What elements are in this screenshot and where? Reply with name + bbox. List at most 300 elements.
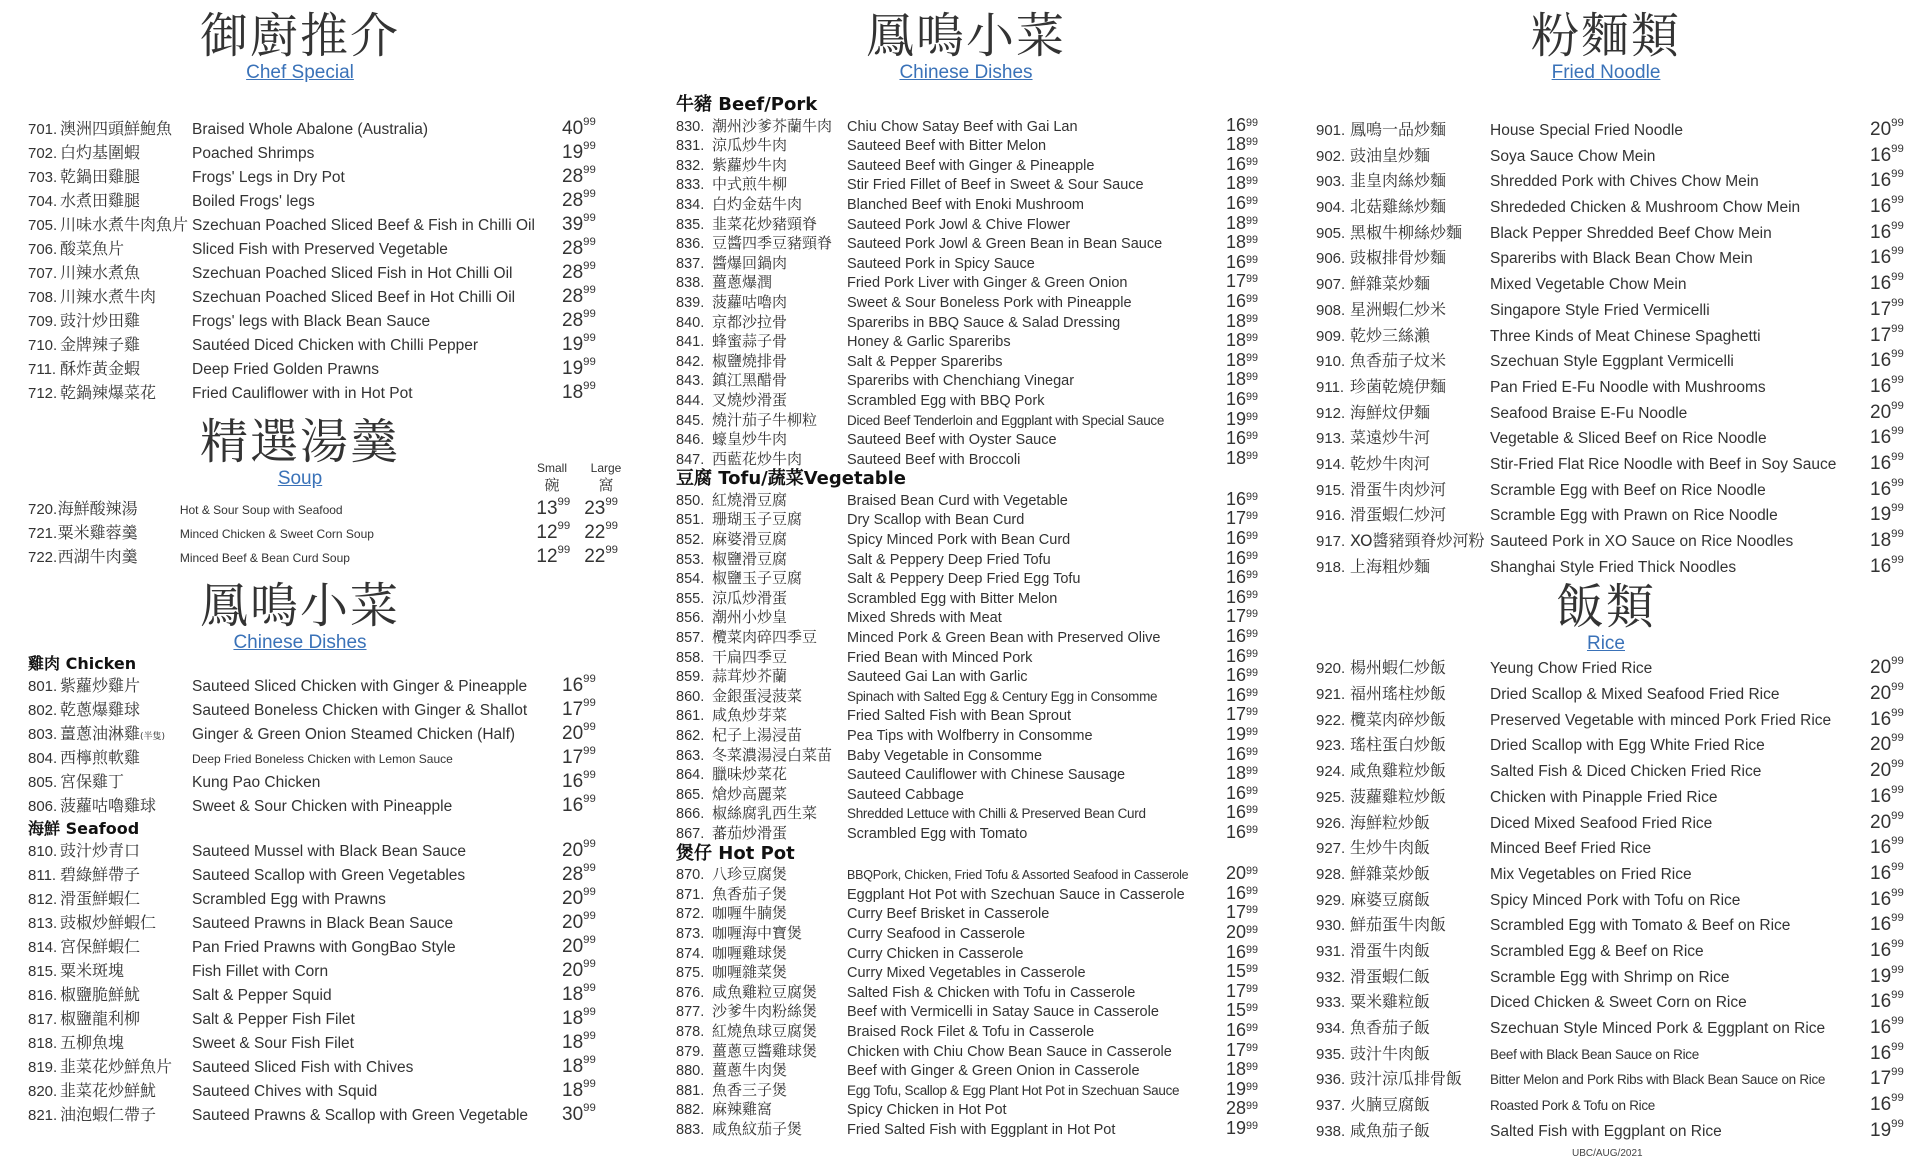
menu-item <box>676 1001 1266 1021</box>
menu-item <box>676 410 1266 430</box>
item-name-cn <box>60 1030 192 1053</box>
item-price-cents: 99 <box>583 745 596 758</box>
item-name-cn-text: 魚香三子煲 <box>712 1080 788 1099</box>
item-price-cents: 99 <box>583 697 596 710</box>
menu-item <box>676 155 1266 175</box>
item-name-en: Diced Mixed Seafood Fried Rice <box>1490 814 1713 832</box>
item-name-cn <box>60 188 192 211</box>
item-price-dollars: 16 <box>1226 684 1247 705</box>
item-price-cents: 99 <box>583 140 596 152</box>
item-price-cents: 99 <box>1891 142 1904 155</box>
item-price-dollars: 16 <box>1226 251 1247 272</box>
item-price <box>1226 1060 1262 1080</box>
item-price-dollars: 18 <box>1226 447 1247 468</box>
menu-item <box>28 544 618 568</box>
item-price-dollars: 16 <box>1226 941 1247 962</box>
item-name-en: Szechuan Poached Sliced Beef & Fish in Chilli Oil <box>192 217 535 234</box>
item-name-cn-text: 豉油皇炒麵 <box>1350 145 1431 165</box>
item-name-en: Beef with Black Bean Sauce on Rice <box>1490 1046 1699 1062</box>
large-en: Large <box>590 461 622 475</box>
menu-item <box>676 292 1266 312</box>
item-price-cents: 99 <box>1246 410 1259 423</box>
item-name-cn <box>60 769 192 792</box>
item-price-dollars: 16 <box>1226 882 1247 903</box>
item-price <box>562 771 596 793</box>
soup-size-header <box>28 460 622 496</box>
item-name-en: Frogs' legs with Black Bean Sauce <box>192 313 431 330</box>
item-number: 933. <box>1316 994 1346 1012</box>
item-price-dollars: 16 <box>1226 153 1247 174</box>
item-number: 901. <box>1316 122 1346 139</box>
item-number: 932. <box>1316 968 1346 986</box>
item-price <box>1226 410 1262 430</box>
item-name-en: Salt & Pepper Squid <box>192 987 332 1005</box>
item-price-cents: 99 <box>1891 706 1904 719</box>
menu-item <box>1316 937 1904 964</box>
menu-item <box>28 332 618 356</box>
item-price-cents: 99 <box>1891 860 1904 873</box>
item-price <box>1226 214 1262 234</box>
menu-item <box>676 194 1266 214</box>
item-price-cents: 99 <box>583 380 596 392</box>
item-number: 814. <box>28 939 58 957</box>
item-price-dollars: 18 <box>1226 349 1247 370</box>
item-name-cn <box>1350 1092 1490 1115</box>
item-number: 820. <box>28 1083 58 1101</box>
menu-item <box>1316 1092 1904 1118</box>
item-number: 836. <box>676 236 705 253</box>
item-name-en: Sweet & Sour Chicken with Pineapple <box>192 798 453 816</box>
item-name-cn <box>712 371 847 391</box>
item-price <box>1226 705 1262 725</box>
item-price-dollars: 17 <box>1226 1039 1247 1060</box>
item-price-cents: 99 <box>1246 865 1259 878</box>
chinese-dishes-mid-title-cn: 鳳鳴小菜 <box>865 8 1066 64</box>
menu-item <box>676 272 1266 292</box>
item-price-dollars: 18 <box>562 1080 584 1102</box>
item-price-cents: 99 <box>1246 430 1259 443</box>
item-price <box>1226 549 1262 569</box>
left-column <box>28 0 622 1126</box>
item-price <box>1870 1117 1904 1142</box>
item-name-cn <box>1350 989 1490 1012</box>
item-price <box>1870 1092 1904 1116</box>
item-name-cn <box>1350 502 1490 525</box>
item-price <box>1870 271 1904 295</box>
item-number: 920. <box>1316 660 1346 678</box>
menu-item <box>28 520 618 544</box>
menu-item <box>28 212 618 236</box>
item-number: 917. <box>1316 533 1346 550</box>
item-number: 841. <box>676 334 705 351</box>
item-price-cents: 99 <box>1891 168 1904 181</box>
menu-item <box>28 116 618 140</box>
item-name-en: Szechuan Poached Sliced Beef in Hot Chilli Oil <box>192 289 516 306</box>
item-name-cn <box>60 332 192 355</box>
item-name-en: Minced Beef Fried Rice <box>1490 840 1652 858</box>
item-price-cents: 99 <box>1891 835 1904 848</box>
item-name-cn-text: 沙爹牛肉粉絲煲 <box>712 1002 818 1021</box>
item-name-cn <box>60 1078 192 1101</box>
item-price-cents: 99 <box>583 1054 596 1067</box>
item-name-en: Shredded Pork with Chives Chow Mein <box>1490 173 1759 191</box>
item-number: 929. <box>1316 891 1346 909</box>
item-price <box>1226 429 1262 449</box>
item-price-cents: 99 <box>1246 1041 1259 1054</box>
item-name-cn-text: 西湖牛肉羹 <box>57 547 138 566</box>
menu-item <box>676 214 1266 234</box>
item-name-cn <box>712 332 847 352</box>
item-price-dollars: 17 <box>1226 902 1247 923</box>
item-name-cn <box>712 824 847 844</box>
item-name-cn-text: 紅燒滑豆腐 <box>712 490 788 509</box>
item-name-cn-text: 川味水煮牛肉魚片 <box>60 215 189 234</box>
item-name-cn <box>712 963 847 983</box>
right-column <box>1316 0 1904 1143</box>
item-price <box>562 382 596 404</box>
chinese-dishes-left-header <box>8 578 592 653</box>
item-name-cn-text: 水煮田雞腿 <box>60 191 141 210</box>
item-price-cents: 99 <box>1246 1002 1259 1015</box>
item-note: (半隻) <box>140 732 166 743</box>
item-price-cents: 99 <box>1891 1066 1904 1079</box>
item-name-cn <box>1350 323 1490 346</box>
menu-item <box>28 721 618 745</box>
item-name-cn <box>1350 220 1490 243</box>
item-name-cn-text: 咸魚雞粒炒飯 <box>1350 761 1447 781</box>
item-name-cn-text: 韭菜花炒鮮魚片 <box>60 1057 173 1077</box>
menu-item <box>676 903 1266 923</box>
item-name-en: Seafood Braise E-Fu Noodle <box>1490 404 1688 422</box>
menu-item <box>676 429 1266 449</box>
menu-item <box>28 697 618 721</box>
menu-item <box>28 188 618 212</box>
item-name-en: Ginger & Green Onion Steamed Chicken (Half) <box>192 726 516 744</box>
item-price-cents: 99 <box>1246 667 1259 680</box>
item-price-dollars: 20 <box>1870 657 1892 679</box>
item-price-dollars: 20 <box>562 912 584 934</box>
item-name-en: Curry Seafood in Casserole <box>847 925 1026 942</box>
item-price <box>1226 116 1262 136</box>
item-name-en: Scramble Egg with Beef on Rice Noodle <box>1490 481 1766 499</box>
item-name-cn <box>712 924 847 944</box>
item-name-en: Sauteed Gai Lan with Garlic <box>847 669 1028 686</box>
item-price <box>562 118 596 140</box>
item-name-en: Mix Vegetables on Fried Rice <box>1490 865 1692 883</box>
item-price <box>1226 135 1262 155</box>
item-number: 857. <box>676 630 705 647</box>
item-name-cn <box>712 136 847 156</box>
menu-item <box>1316 1015 1904 1041</box>
item-name-en: Salted Fish & Diced Chicken Fried Rice <box>1490 763 1762 781</box>
item-name-cn-text: 金銀蛋浸菠菜 <box>712 686 803 705</box>
item-price <box>1870 681 1904 705</box>
item-number: 704. <box>28 193 58 210</box>
menu-item <box>676 1080 1266 1100</box>
item-number: 912. <box>1316 404 1346 422</box>
menu-item <box>676 1060 1266 1080</box>
item-name-en: Honey & Garlic Spareribs <box>847 334 1011 351</box>
footer-code: UBC/AUG/2021 <box>1572 1148 1643 1159</box>
item-number: 875. <box>676 965 705 982</box>
item-price-dollars: 17 <box>1870 324 1892 346</box>
item-name-cn-text: 韭菜花炒鮮魷 <box>60 1081 157 1101</box>
item-name-cn <box>60 212 192 235</box>
item-price-dollars: 16 <box>1870 1042 1892 1064</box>
item-number: 931. <box>1316 942 1346 960</box>
item-name-en: Sauteed Sliced Chicken with Ginger & Pineapple <box>192 678 528 696</box>
item-price-dollars: 17 <box>562 699 584 721</box>
item-price <box>1226 686 1262 706</box>
menu-item <box>676 174 1266 194</box>
item-name-cn <box>712 648 847 668</box>
item-name-cn <box>1350 758 1490 781</box>
item-price-dollars: 28 <box>562 190 584 211</box>
small-price-dollars: 12 <box>536 546 558 567</box>
item-name-cn <box>712 944 847 964</box>
item-name-en: Fried Cauliflower with in Hot Pot <box>192 385 413 402</box>
menu-item <box>28 745 618 769</box>
item-number: 921. <box>1316 686 1346 704</box>
item-name-cn <box>712 765 847 785</box>
item-price-dollars: 15 <box>1226 1000 1247 1021</box>
item-price <box>562 262 596 284</box>
item-price-cents: 99 <box>1246 312 1259 325</box>
item-number: 705. <box>28 217 58 234</box>
item-price <box>1226 607 1262 627</box>
item-name-cn-text: 欖菜肉碎炒飯 <box>1350 709 1447 729</box>
item-name-cn-text: 豉汁炒田雞 <box>60 311 141 330</box>
item-name-cn <box>1350 374 1490 397</box>
item-name-cn <box>60 934 192 957</box>
item-price <box>1870 348 1904 372</box>
item-name-cn <box>1350 400 1490 423</box>
item-number: 839. <box>676 294 705 311</box>
item-price <box>1226 764 1262 784</box>
item-price <box>1226 490 1262 510</box>
item-price-cents: 99 <box>1891 399 1904 412</box>
item-name-en: Fried Salted Fish with Bean Sprout <box>847 708 1072 725</box>
item-name-cn <box>60 380 192 403</box>
item-number: 850. <box>676 492 705 509</box>
item-name-cn <box>712 550 847 570</box>
item-name-cn-text: 鮮雜菜炒飯 <box>1350 863 1431 883</box>
item-price <box>562 142 596 164</box>
item-name-cn <box>60 1006 192 1029</box>
tofu-vegetable-list <box>676 490 1266 843</box>
item-price <box>1226 1021 1262 1041</box>
menu-item <box>28 793 618 817</box>
item-name-cn <box>712 234 847 254</box>
item-price-dollars: 16 <box>1870 888 1892 910</box>
item-price-dollars: 18 <box>562 1056 584 1078</box>
item-price-cents: 99 <box>1246 588 1259 601</box>
rice-title-cn: 飯類 <box>1555 579 1656 636</box>
item-number: 867. <box>676 825 705 842</box>
menu-item <box>28 769 618 793</box>
small-price-dollars: 12 <box>536 522 558 543</box>
item-price <box>562 1104 596 1126</box>
item-price-cents: 99 <box>583 838 596 851</box>
item-price <box>562 795 596 817</box>
menu-item <box>1316 450 1904 477</box>
item-name-cn-text: 冬菜濃湯浸白菜苗 <box>712 745 833 764</box>
chicken-category: 雞肉 Chicken <box>28 654 137 673</box>
item-number: 918. <box>1316 558 1346 576</box>
item-price-cents: 99 <box>1891 219 1904 232</box>
item-price-cents: 99 <box>1246 982 1259 995</box>
item-number: 802. <box>28 702 58 720</box>
item-price-dollars: 16 <box>1870 350 1892 372</box>
item-price-dollars: 18 <box>1226 763 1247 784</box>
chef-special-title-en: Chef Special <box>246 62 354 83</box>
item-price-cents: 99 <box>1891 732 1904 745</box>
item-price-dollars: 16 <box>1226 665 1247 686</box>
item-name-en: Szechuan Style Eggplant Vermicelli <box>1490 353 1734 371</box>
small-price <box>536 546 570 568</box>
menu-item <box>1316 142 1904 169</box>
item-name-en: Dry Scallop with Bean Curd <box>847 512 1025 529</box>
menu-item <box>1316 1066 1904 1092</box>
item-price <box>1226 884 1262 904</box>
item-name-cn <box>60 982 192 1005</box>
item-number: 721. <box>28 525 58 542</box>
item-price <box>1226 194 1262 214</box>
item-name-cn <box>712 510 847 530</box>
item-price-dollars: 16 <box>1870 247 1892 269</box>
item-price-dollars: 17 <box>1870 298 1892 320</box>
item-price-cents: 99 <box>583 982 596 995</box>
item-price-cents: 99 <box>1246 136 1259 149</box>
item-name-en: Scrambled Egg with Tomato <box>847 825 1028 842</box>
item-price-dollars: 28 <box>562 262 584 283</box>
item-number: 821. <box>28 1107 58 1125</box>
item-price <box>1870 194 1904 218</box>
item-name-en: Spicy Minced Pork with Bean Curd <box>847 532 1071 549</box>
item-name-cn <box>60 236 192 259</box>
item-price-dollars: 16 <box>1870 1017 1892 1038</box>
item-name-en: Bitter Melon and Pork Ribs with Black Bean Sauce on Rice <box>1490 1072 1826 1088</box>
item-price-dollars: 20 <box>1870 683 1892 705</box>
item-name-en: Frogs' Legs in Dry Pot <box>192 169 345 186</box>
menu-item <box>28 164 618 188</box>
item-name-cn-text: 豉汁炒青口 <box>60 841 141 861</box>
menu-item <box>1316 168 1904 194</box>
item-name-en: Hot & Sour Soup with Seafood <box>179 503 343 517</box>
menu-item <box>1316 348 1904 374</box>
item-name-en: Minced Beef & Bean Curd Soup <box>179 551 350 565</box>
item-name-cn <box>60 673 192 696</box>
item-name-cn-text: 粟米斑塊 <box>60 961 125 981</box>
item-price-dollars: 20 <box>1226 921 1247 942</box>
item-number: 811. <box>28 867 57 885</box>
item-price <box>1226 627 1262 647</box>
menu-item <box>676 1021 1266 1041</box>
item-price <box>562 166 596 188</box>
item-name-en: Pea Tips with Wolfberry in Consomme <box>847 728 1093 744</box>
item-price-dollars: 19 <box>562 334 584 355</box>
item-price-dollars: 17 <box>1226 980 1247 1001</box>
item-number: 934. <box>1316 1020 1346 1037</box>
item-price-dollars: 19 <box>1870 965 1892 987</box>
menu-item <box>676 116 1266 136</box>
item-number: 818. <box>28 1035 58 1053</box>
item-name-cn <box>712 706 847 726</box>
item-name-en: Stir Fried Fillet of Beef in Sweet & Sour Sauce <box>847 177 1144 194</box>
item-number: 927. <box>1316 840 1346 858</box>
item-price <box>1226 1041 1262 1061</box>
item-name-en: Black Pepper Shredded Beef Chow Mein <box>1490 224 1772 242</box>
item-number: 874. <box>676 945 705 962</box>
item-number: 914. <box>1316 455 1346 473</box>
item-price-dollars: 20 <box>562 960 584 982</box>
item-name-cn <box>60 1054 192 1077</box>
item-price <box>1226 666 1262 686</box>
item-number: 928. <box>1316 865 1346 883</box>
item-name-cn <box>712 904 847 924</box>
item-price-cents: 99 <box>583 886 596 899</box>
item-name-en: Mixed Shreds with Meat <box>847 610 1002 627</box>
item-price-dollars: 19 <box>1226 724 1247 744</box>
item-number: 881. <box>676 1082 705 1099</box>
item-price-dollars: 20 <box>1870 119 1892 140</box>
fried-noodle-list <box>1316 117 1904 579</box>
item-name-cn <box>60 164 192 187</box>
item-name-en: Sauteed Prawns & Scallop with Green Vegetable <box>192 1107 529 1125</box>
item-name-cn <box>1350 194 1490 217</box>
item-name-en: Spareribs in BBQ Sauce & Salad Dressing <box>847 314 1121 331</box>
large-price-cents: 99 <box>605 496 618 508</box>
item-price-dollars: 16 <box>1226 821 1247 842</box>
item-name-cn <box>712 1081 847 1101</box>
item-price-dollars: 16 <box>1226 802 1247 823</box>
item-price-dollars: 28 <box>1226 1098 1247 1119</box>
item-number: 877. <box>676 1004 705 1021</box>
item-price <box>1226 233 1262 253</box>
item-price <box>1870 783 1904 808</box>
item-name-cn-text: 火腩豆腐飯 <box>1350 1095 1431 1115</box>
item-price-dollars: 16 <box>1226 645 1247 666</box>
item-price-cents: 99 <box>583 116 596 128</box>
item-name-cn-text: 乾炒三絲瀨 <box>1350 325 1431 345</box>
item-name-en: Vegetable & Sliced Beef on Rice Noodle <box>1490 430 1767 448</box>
item-number: 813. <box>28 915 58 933</box>
item-number: 925. <box>1316 788 1346 806</box>
item-price-cents: 99 <box>1246 804 1259 817</box>
item-price-cents: 99 <box>1246 214 1259 227</box>
item-name-cn <box>1350 835 1490 858</box>
item-price <box>1226 174 1262 194</box>
item-name-cn-text: 鎮江黑醋骨 <box>712 371 788 390</box>
menu-item <box>676 745 1266 765</box>
menu-item <box>1316 835 1904 861</box>
item-price <box>1226 449 1262 469</box>
item-number: 930. <box>1316 917 1346 935</box>
item-price <box>1226 529 1262 549</box>
menu-item <box>676 1041 1266 1061</box>
item-price <box>1870 476 1904 501</box>
item-price <box>1870 912 1904 936</box>
item-price-cents: 99 <box>1246 569 1259 582</box>
item-price-dollars: 16 <box>1870 427 1892 449</box>
menu-item <box>1316 296 1904 323</box>
item-price-cents: 99 <box>583 356 596 368</box>
item-name-cn <box>60 116 192 139</box>
item-price <box>562 747 596 769</box>
item-name-en: Scrambled Egg with BBQ Pork <box>847 392 1045 409</box>
menu-item <box>1316 194 1904 220</box>
item-price-cents: 99 <box>1246 292 1259 305</box>
